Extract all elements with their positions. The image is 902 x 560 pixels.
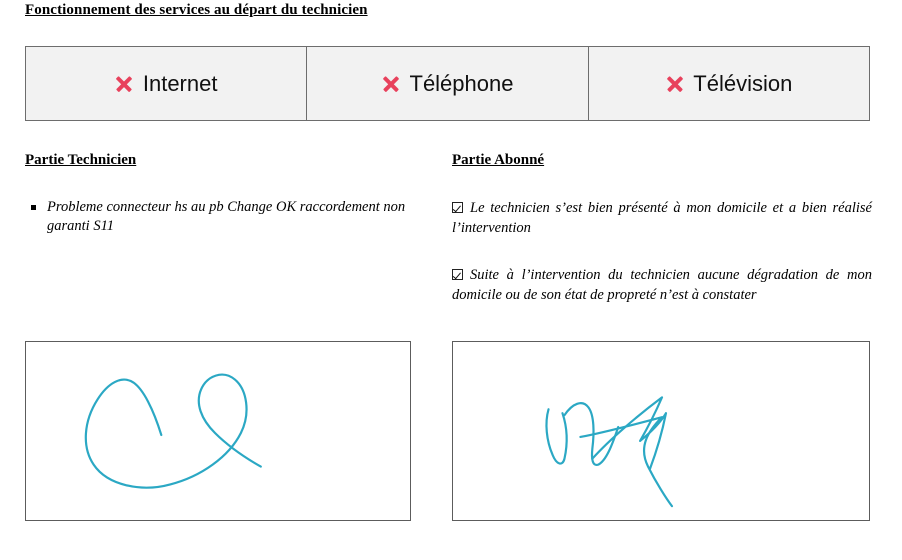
subscriber-checkbox-list: [452, 198, 872, 332]
checkbox-label: Le technicien s’est bien présenté à mon domicile et a bien réalisé l’intervention: [452, 200, 872, 236]
cross-icon: [665, 74, 684, 93]
service-label: Télévision: [693, 70, 793, 96]
service-cell-internet: [26, 47, 307, 120]
checkbox-checked-icon[interactable]: [452, 202, 463, 213]
service-cell-television: [589, 47, 869, 120]
technician-section-heading: Partie Technicien: [25, 152, 137, 168]
cross-icon: [115, 74, 134, 93]
list-item: [452, 198, 872, 238]
service-cell-telephone: [307, 47, 588, 120]
technician-signature-ink: [26, 342, 410, 520]
services-status-table: [25, 46, 870, 121]
list-item: [452, 265, 872, 305]
subscriber-signature-ink: [453, 342, 869, 520]
checkbox-label: Suite à l’intervention du technicien aucune dégradation de mon domicile ou de son état de propreté n’est à constater: [452, 267, 872, 303]
checkbox-checked-icon[interactable]: [452, 269, 463, 280]
subscriber-signature-box[interactable]: [452, 341, 870, 521]
technician-notes-list: [31, 198, 411, 236]
service-label: Internet: [142, 70, 218, 96]
subscriber-section-heading: Partie Abonné: [452, 152, 545, 168]
technician-signature-box[interactable]: [25, 341, 411, 521]
page-title: Fonctionnement des services au départ du technicien: [25, 2, 368, 18]
list-item: Probleme connecteur hs au pb Change OK raccordement non garanti S11: [31, 198, 411, 236]
service-label: Téléphone: [409, 70, 514, 96]
cross-icon: [382, 74, 401, 93]
